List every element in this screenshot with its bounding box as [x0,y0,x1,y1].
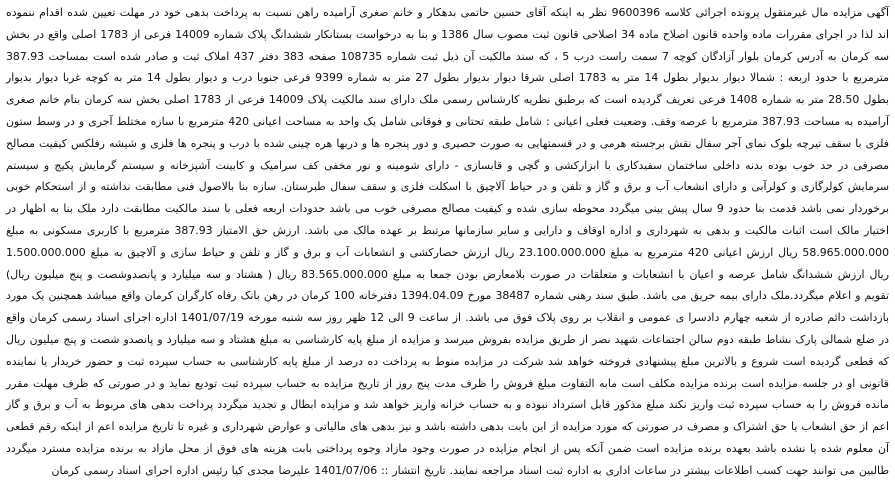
auction-notice-text: آگهی مزایده مال غیرمنقول پرونده اجرائی کلاسه 9600396 نظر به اینکه آقای حسین حاتمی بدهکار و خانم صغری آرامیده راهن نسبت به پرداخت بدهی خود در مهلت تعیین شده اقدام ننموده اند لذا در اجرای مقررات ماده واحده قانون اصلاح ماده 34 اصلاحی قانون ثبت مصوب سال 1386 و بنا به درخواست بستانکار ششدانگ پلاک شماره 14009 فرعی از 1783 اصلی واقع در بخش سه کرمان به آدرس کرمان بلوار آزادگان کوچه 7 سمت راست درب 5 ، که سند مالکیت آن ذیل ثبت شماره 108735 صفحه 383 دفتر 437 املاک ثبت و صادر شده است بمساحت 387.93 مترمربع با حدود اربعه : شمالا دیوار بدیوار بطول 14 متر به 1783 اصلی شرقا دیوار بدیوار بطول 27 متر به شماره 9399 فرعی جنوبا درب و دیوار بطول 14 متر به کوچه غربا دیوار بدیوار بطول 28.50 متر به شماره 1408 فرعی تعریف گردیده است که برطبق نظریه کارشناس رسمی ملک دارای سند مالکیت پلاک 14009 فرعی از 1783 اصلی بخش سه کرمان بنام خانم صغری آرامیده به مساحت 387.93 مترمربع با عرصه وقف. وضعیت فعلی اعیانی : شامل طبقه تحتانی و فوقانی شامل یک واحد به مساحت اعیانی 420 مترمربع با سازه مختلط آجری و در وسط ستون فلزی با سقف تیرچه بلوک نمای آجر سفال نقش برجسته هرمی و در قسمتهایی به صورت حصیری و دور پنجره ها و دربها هره چینی شده با درب و پنجره ها فلزی و شیشه رفلکس کیفیت مصالح مصرفی در حد خوب بوده بدنه داخلی ساختمان سفیدکاری با ابزارکشی و گچی و قابسازی - دارای شومینه و نور مخفی کف سرامیک و کابینت آشپزخانه و سیستم گرمایش پکیج و سیستم سرمایش کولرگازی و کولرآبی و دارای انشعاب آب و برق و گاز و تلفن و در حیاط آلاچیق با اسکلت فلزی و سقف سفال طبرستان. سازه بنا بالاصول فنی مطابقت نداشته و از استحکام خوبی برخوردار نمی باشد قدمت بنا حدود 9 سال پیش بینی میگردد محوطه سازی شده و کیفیت مصالح مصرفی خوب می باشد حدودات اربعه فعلی با سند مالکیت مطابقت دارد ملک بنا به اظهار در اختیار مالک است اثبات مالکیت و بدهی به شهرداری و اداره اوقاف و دارایی و سایر سازمانها مرتبط بر عهده مالک می باشد. ارزش حق الامتیاز 387.93 مترمربع با کاربری مسکونی به مبلغ 58.965.000.000 ریال ارزش اعیانی 420 مترمربع به مبلغ 23.100.000.000 ریال ارزش حصارکشی و انشعابات آب و برق و گاز و تلفن و حیاط سازی و آلاچیق به مبلغ 1.500.000.000 ریال ارزش ششدانگ شامل عرصه و اعیان با انشعابات و متعلقات در صورت بلامعارض بودن جمعا به مبلغ 83.565.000.000 ریال ( هشتاد و سه میلیارد و پانصدوشصت و پنج میلیون ریال) تقویم و اعلام میگردد.ملک دارای بیمه حریق می باشد. طبق سند رهنی شماره 38487 مورخ 1394.04.09 دفترخانه 100 کرمان در رهن بانک رفاه کارگران کرمان واقع میباشد همچنین یک مورد بازداشت دائم صادره از شعبه چهارم دادسرا ی عمومی و انقلاب بر روی پلاک فوق می باشد. از ساعت 9 الی 12 ظهر روز سه شنبه مورخه 1401/07/19 اداره اجرای اسناد رسمی کرمان واقع در ضلع شمالی پارک نشاط طبقه دوم سالن اجتماعات شهید نصر از طریق مزایده بفروش میرسد و مزایده از مبلغ پایه کارشناسی به مبلغ هشتاد و سه میلیارد و پانصدو شصت و پنج میلیون ریال که قطعی گردیده است شروع و بالاترین مبلغ پیشنهادی فروخته خواهد شد شرکت در مزایده منوط به پرداخت ده درصد از مبلغ پایه کارشناسی به حساب سپرده ثبت و حضور خریدار یا نماینده قانونی او در جلسه مزایده است برنده مزایده مکلف است مابه التفاوت مبلغ فروش را ظرف مدت پنج روز از تاریخ مزایده به حساب سپرده ثبت تودیع نماید و در صورتی که ظرف مهلت مقرر مانده فروش را به حساب سپرده ثبت واریز نکند مبلغ مذکور قابل استرداد نبوده و به حساب خزانه واریز خواهد شد و مزایده ابطال و تجدید میگردد پرداخت بدهی های مربوط به آب و برق و گاز اعم از حق انشعاب یا حق اشتراک و مصرف در صورتی که مورد مزایده از این بابت بدهی داشته باشد و نیز بدهی های مالیاتی و عوارض شهرداری و غیره تا تاریخ مزایده اعم از اینکه رقم قطعی آن معلوم شده یا نشده باشد بعهده برنده مزایده است ضمن آنکه پس از انجام مزایده در صورت وجود مازاد وجوه پرداختی بابت هزینه های فوق از محل مازاد به برنده مزایده مسترد میگردد طالبین می توانند جهت کسب اطلاعات بیشتر در ساعات اداری به اداره ثبت اسناد مراجعه نمایند. تاریخ انتشار :: 1401/07/06 علیرضا مجدی کیا رئیس اداره اجرای اسناد رسمی کرمان [6,6,890,477]
